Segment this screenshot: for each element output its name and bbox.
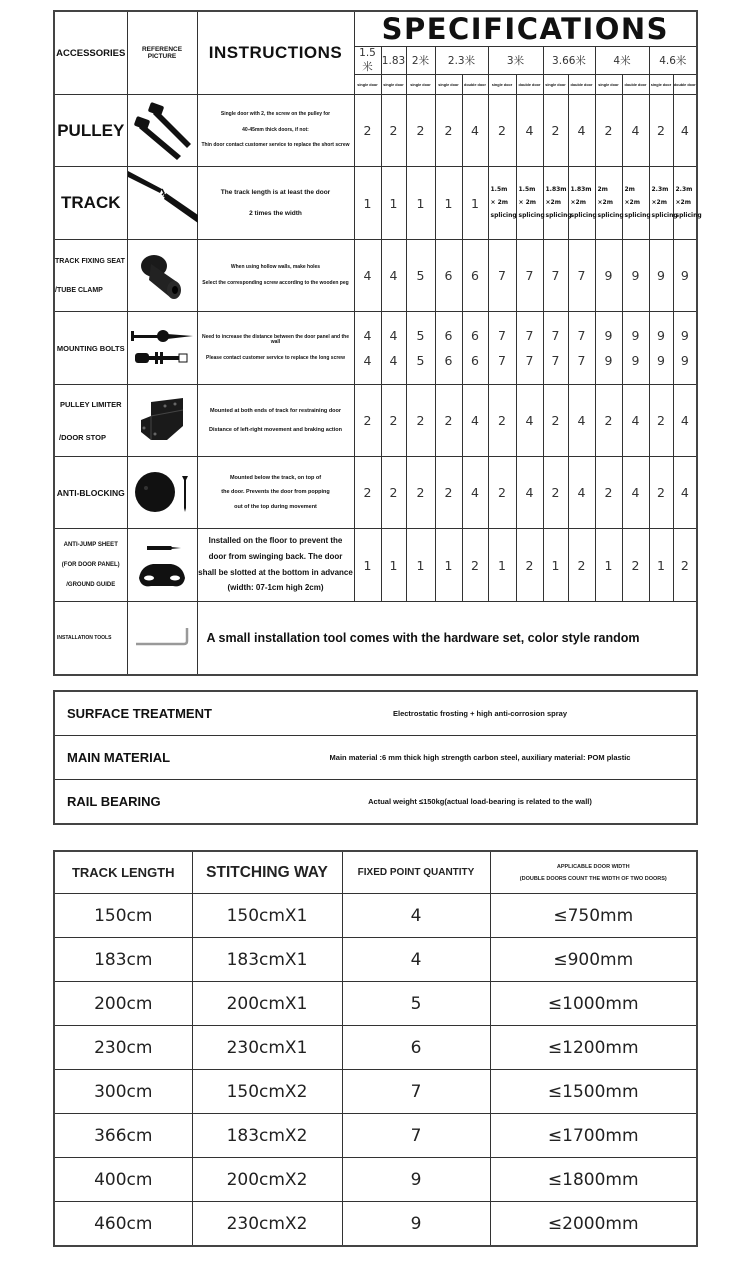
quantity-cell: 2 — [435, 95, 462, 167]
splice-line: ×2m — [651, 199, 667, 206]
quantity-cell: 2 — [595, 95, 622, 167]
stitching-way-cell: 200cmX2 — [192, 1158, 342, 1202]
quantity-cell: 4 — [622, 95, 649, 167]
quantity-cell — [516, 312, 543, 385]
quantity-cell — [462, 312, 488, 385]
quantity-cell — [622, 312, 649, 385]
quantity-cell — [406, 312, 435, 385]
quantity-cell — [649, 167, 678, 240]
spec-row-track-fixing-seat — [54, 240, 697, 312]
stitching-way-cell: 230cmX2 — [192, 1202, 342, 1247]
door-type-header: single door — [543, 75, 568, 95]
quantity-value: 9 — [680, 353, 689, 368]
fixed-point-quantity-cell: 4 — [342, 894, 490, 938]
quantity-cell: 1 — [435, 529, 462, 602]
property-row — [54, 736, 697, 780]
spec-row-track — [54, 167, 697, 240]
quantity-cell: 2 — [435, 385, 462, 457]
quantity-cell: 1 — [381, 167, 406, 240]
door-stop-icon — [137, 396, 187, 446]
instruction-line: 2 times the width — [249, 210, 302, 217]
instruction-line: Thin door contact customer service to replace the short screw — [201, 142, 350, 149]
property-value: Main material :6 mm thick high strength carbon steel, auxiliary material: POM plastic — [264, 736, 697, 780]
accessory-name-line: (FOR DOOR PANEL) — [61, 562, 120, 568]
quantity-cell: 4 — [462, 95, 488, 167]
door-type-header: double door — [516, 75, 543, 95]
instruction-line: Select the corresponding screw according to the wooden peg — [202, 279, 349, 286]
fixed-point-quantity-cell: 6 — [342, 1026, 490, 1070]
quantity-cell — [595, 312, 622, 385]
quantity-cell: 4 — [516, 385, 543, 457]
quantity-cell — [488, 167, 516, 240]
quantity-cell: 1 — [488, 529, 516, 602]
track-length-header: 4米 — [595, 47, 649, 75]
splice-line: splicing — [490, 212, 517, 219]
table-row — [54, 982, 697, 1026]
accessory-name: INSTALLATION TOOLS — [54, 602, 127, 675]
quantity-cell — [516, 167, 543, 240]
property-label: SURFACE TREATMENT — [54, 691, 264, 736]
quantity-value: 7 — [551, 353, 560, 368]
reference-picture — [127, 602, 197, 675]
property-row — [54, 780, 697, 825]
material-properties-table — [53, 690, 698, 825]
instruction-line: the door. Prevents the door from popping — [221, 489, 330, 496]
header-specifications: SPECIFICATIONS — [354, 11, 697, 47]
quantity-cell: 2 — [543, 457, 568, 529]
table-row — [54, 1202, 697, 1247]
splice-line: × 2m — [518, 199, 537, 206]
accessory-name-line: /GROUND GUIDE — [66, 582, 116, 588]
splice-line: 1.83m — [570, 186, 592, 193]
stitching-way-cell: 200cmX1 — [192, 982, 342, 1026]
quantity-cell: 2 — [649, 385, 673, 457]
quantity-value: 6 — [471, 353, 479, 368]
splice-line: × 2m — [490, 199, 509, 206]
instruction-line: (width: 07-1cm high 2cm) — [227, 583, 324, 593]
quantity-value: 9 — [604, 328, 613, 343]
quantity-cell: 7 — [516, 240, 543, 312]
property-value: Electrostatic frosting + high anti-corrosion spray — [264, 691, 697, 736]
spec-row-anti-blocking — [54, 457, 697, 529]
quantity-cell — [622, 167, 649, 240]
instruction-line: Installed on the floor to prevent the — [208, 535, 343, 545]
track-length-header: 1.83 — [381, 47, 406, 75]
splice-line: 1.5m — [518, 186, 536, 193]
quantity-cell — [435, 312, 462, 385]
door-type-header: single door — [354, 75, 381, 95]
splice-line: 2m — [597, 186, 608, 193]
quantity-value: 7 — [551, 328, 560, 343]
quantity-cell: 2 — [406, 95, 435, 167]
instruction-line: When using hollow walls, make holes — [230, 264, 321, 270]
quantity-cell — [354, 312, 381, 385]
quantity-cell: 9 — [595, 240, 622, 312]
quantity-cell: 4 — [673, 95, 697, 167]
reference-picture — [127, 312, 197, 385]
instruction-line: door from swinging back. The door — [208, 551, 343, 561]
door-width-cell: ≤1700mm — [490, 1114, 697, 1158]
instructions-cell — [197, 95, 354, 167]
quantity-cell: 6 — [435, 240, 462, 312]
instruction-line: shall be slotted at the bottom in advance — [198, 567, 353, 577]
property-row — [54, 691, 697, 736]
header-instructions: INSTRUCTIONS — [197, 11, 354, 95]
instructions-cell — [197, 529, 354, 602]
quantity-cell: 9 — [649, 240, 673, 312]
quantity-cell: 2 — [462, 529, 488, 602]
quantity-value: 7 — [525, 353, 534, 368]
track-length-cell: 400cm — [54, 1158, 192, 1202]
floor-guide-icon — [137, 536, 187, 594]
reference-picture — [127, 385, 197, 457]
tube-clamp-icon — [137, 250, 187, 302]
door-type-header: single door — [595, 75, 622, 95]
quantity-cell: 4 — [673, 385, 697, 457]
track-length-table — [53, 850, 698, 1247]
splice-line: splicing — [624, 212, 651, 219]
quantity-cell: 4 — [568, 95, 595, 167]
header-line: (DOUBLE DOORS COUNT THE WIDTH OF TWO DOORS) — [519, 875, 667, 882]
header-reference-picture: REFERENCE PICTURE — [127, 11, 197, 95]
quantity-cell: 4 — [673, 457, 697, 529]
quantity-cell: 2 — [595, 385, 622, 457]
fixed-point-quantity-cell: 4 — [342, 938, 490, 982]
quantity-cell: 2 — [516, 529, 543, 602]
track-length-header: 3.66米 — [543, 47, 595, 75]
instructions-cell — [197, 312, 354, 385]
door-type-header: double door — [622, 75, 649, 95]
quantity-cell: 1 — [406, 529, 435, 602]
door-type-header: single door — [435, 75, 462, 95]
quantity-value: 4 — [363, 328, 372, 343]
track-length-header: 2.3米 — [435, 47, 488, 75]
accessory-name-line: ANTI-JUMP SHEET — [63, 542, 118, 548]
door-width-cell: ≤1000mm — [490, 982, 697, 1026]
header-line: APPLICABLE DOOR WIDTH — [556, 863, 630, 870]
property-value: Actual weight ≤150kg(actual load-bearing is related to the wall) — [264, 780, 697, 825]
header-stitching-way: STITCHING WAY — [192, 851, 342, 894]
splice-line: 1.83m — [545, 186, 567, 193]
table-row — [54, 1158, 697, 1202]
quantity-cell: 2 — [406, 457, 435, 529]
splice-line: splicing — [597, 212, 624, 219]
quantity-value: 5 — [416, 328, 425, 343]
track-length-cell: 366cm — [54, 1114, 192, 1158]
instructions-cell — [197, 167, 354, 240]
header-track-length: TRACK LENGTH — [54, 851, 192, 894]
quantity-value: 7 — [525, 328, 534, 343]
track-length-cell: 230cm — [54, 1026, 192, 1070]
quantity-cell: 4 — [354, 240, 381, 312]
quantity-cell: 2 — [488, 385, 516, 457]
quantity-cell — [568, 167, 595, 240]
door-type-header: single door — [381, 75, 406, 95]
stitching-way-cell: 230cmX1 — [192, 1026, 342, 1070]
instruction-line: Mounted below the track, on top of — [229, 475, 322, 482]
quantity-cell: 2 — [381, 95, 406, 167]
reference-picture — [127, 167, 197, 240]
quantity-cell: 2 — [381, 385, 406, 457]
anti-blocking-icon — [131, 468, 193, 518]
quantity-cell: 2 — [622, 529, 649, 602]
track-length-cell: 300cm — [54, 1070, 192, 1114]
door-type-header: single door — [488, 75, 516, 95]
quantity-cell — [543, 167, 572, 240]
splice-line: splicing — [545, 212, 572, 219]
accessory-name-line: TRACK FIXING SEAT — [55, 257, 125, 265]
instructions-cell — [197, 240, 354, 312]
instruction-line: Need to increase the distance between the door panel and the wall — [202, 333, 349, 346]
quantity-value: 9 — [631, 353, 640, 368]
quantity-cell: 2 — [354, 457, 381, 529]
quantity-cell — [381, 312, 406, 385]
instruction-line: The track length is at least the door — [220, 188, 331, 196]
quantity-cell: 2 — [381, 457, 406, 529]
quantity-cell: 2 — [649, 95, 673, 167]
quantity-cell: 2 — [543, 385, 568, 457]
table-row — [54, 1114, 697, 1158]
track-icon — [128, 167, 198, 239]
quantity-cell: 7 — [543, 240, 568, 312]
accessory-name: PULLEY — [54, 95, 127, 167]
quantity-value: 7 — [577, 353, 586, 368]
instruction-line: Single door with 2, the screw on the pulley for — [220, 111, 331, 118]
door-width-cell: ≤1800mm — [490, 1158, 697, 1202]
stitching-way-cell: 150cmX2 — [192, 1070, 342, 1114]
property-label: MAIN MATERIAL — [54, 736, 264, 780]
quantity-value: 7 — [498, 328, 506, 343]
spec-row-anti-jump-sheet — [54, 529, 697, 602]
quantity-cell: 1 — [406, 167, 435, 240]
spec-row-pulley-limiter — [54, 385, 697, 457]
quantity-cell: 2 — [354, 95, 381, 167]
accessory-name — [54, 529, 127, 602]
quantity-cell: 2 — [488, 457, 516, 529]
stitching-way-cell: 150cmX1 — [192, 894, 342, 938]
quantity-cell: 4 — [516, 95, 543, 167]
track-length-header: 2米 — [406, 47, 435, 75]
track-length-cell: 183cm — [54, 938, 192, 982]
quantity-cell: 1 — [435, 167, 462, 240]
door-type-header: double door — [568, 75, 595, 95]
spec-row-pulley — [54, 95, 697, 167]
quantity-cell — [673, 312, 697, 385]
accessory-name — [54, 240, 127, 312]
accessory-name — [54, 385, 127, 457]
quantity-value: 9 — [657, 353, 665, 368]
track-length-header: 4.6米 — [649, 47, 697, 75]
mounting-bolts-icon — [129, 323, 195, 373]
table-row — [54, 1070, 697, 1114]
splice-line: 2.3m — [675, 186, 693, 193]
specifications-table — [53, 10, 702, 676]
fixed-point-quantity-cell: 7 — [342, 1114, 490, 1158]
fixed-point-quantity-cell: 5 — [342, 982, 490, 1026]
quantity-cell: 1 — [543, 529, 568, 602]
door-type-header: double door — [462, 75, 488, 95]
splice-line: 1.5m — [490, 186, 508, 193]
door-width-cell: ≤2000mm — [490, 1202, 697, 1247]
fixed-point-quantity-cell: 9 — [342, 1158, 490, 1202]
splice-line: ×2m — [597, 199, 613, 206]
splice-line: splicing — [570, 212, 597, 219]
quantity-value: 9 — [631, 328, 640, 343]
track-length-header: 1.5米 — [354, 47, 381, 75]
splice-line: 2m — [624, 186, 635, 193]
track-length-cell: 460cm — [54, 1202, 192, 1247]
header-applicable-door-width — [490, 851, 697, 894]
instructions-cell — [197, 385, 354, 457]
accessory-name-line: PULLEY LIMITER — [59, 399, 122, 409]
reference-picture — [127, 240, 197, 312]
door-type-header: single door — [649, 75, 673, 95]
quantity-value: 4 — [389, 328, 398, 343]
quantity-cell — [649, 312, 673, 385]
track-length-cell: 150cm — [54, 894, 192, 938]
pulley-icon — [129, 102, 195, 160]
instructions-cell — [197, 457, 354, 529]
quantity-cell: 2 — [354, 385, 381, 457]
quantity-cell: 7 — [568, 240, 595, 312]
quantity-cell: 1 — [462, 167, 488, 240]
quantity-cell — [488, 312, 516, 385]
quantity-value: 7 — [498, 353, 506, 368]
quantity-cell: 9 — [673, 240, 697, 312]
fixed-point-quantity-cell: 9 — [342, 1202, 490, 1247]
quantity-cell — [673, 167, 702, 240]
quantity-cell: 5 — [406, 240, 435, 312]
quantity-value: 5 — [416, 353, 425, 368]
quantity-cell — [595, 167, 622, 240]
quantity-cell: 4 — [462, 385, 488, 457]
quantity-value: 6 — [471, 328, 479, 343]
splice-line: splicing — [518, 212, 545, 219]
quantity-value: 7 — [577, 328, 586, 343]
quantity-cell: 4 — [462, 457, 488, 529]
instruction-line: Distance of left-right movement and braking action — [209, 426, 342, 433]
stitching-way-cell: 183cmX1 — [192, 938, 342, 982]
quantity-value: 9 — [604, 353, 613, 368]
door-width-cell: ≤1200mm — [490, 1026, 697, 1070]
quantity-cell: 1 — [595, 529, 622, 602]
quantity-cell: 9 — [622, 240, 649, 312]
splice-line: ×2m — [675, 199, 691, 206]
quantity-cell: 1 — [354, 167, 381, 240]
instruction-line: Please contact customer service to replace the long screw — [206, 354, 345, 361]
property-label: RAIL BEARING — [54, 780, 264, 825]
fixed-point-quantity-cell: 7 — [342, 1070, 490, 1114]
quantity-cell: 6 — [462, 240, 488, 312]
table-row — [54, 938, 697, 982]
quantity-cell: 7 — [488, 240, 516, 312]
table-row — [54, 894, 697, 938]
quantity-cell: 2 — [568, 529, 595, 602]
instruction-line: Mounted at both ends of track for restraining door — [209, 408, 342, 415]
door-type-header: double door — [673, 75, 697, 95]
table-row — [54, 1026, 697, 1070]
spec-row-mounting-bolts — [54, 312, 697, 385]
reference-picture — [127, 95, 197, 167]
reference-picture — [127, 457, 197, 529]
quantity-value: 4 — [389, 353, 398, 368]
quantity-cell: 2 — [673, 529, 697, 602]
quantity-value: 6 — [444, 328, 453, 343]
spec-row-installation-tools — [54, 602, 697, 675]
door-width-cell: ≤750mm — [490, 894, 697, 938]
quantity-cell — [568, 312, 595, 385]
accessory-name: MOUNTING BOLTS — [54, 312, 127, 385]
door-width-cell: ≤1500mm — [490, 1070, 697, 1114]
quantity-cell: 1 — [649, 529, 673, 602]
accessory-name-line: /TUBE CLAMP — [55, 286, 103, 294]
instruction-line: out of the top during movement — [234, 503, 317, 510]
door-type-header: single door — [406, 75, 435, 95]
header-fixed-point-quantity: FIXED POINT QUANTITY — [342, 851, 490, 894]
splice-line: 2.3m — [651, 186, 669, 193]
quantity-cell: 4 — [381, 240, 406, 312]
quantity-value: 9 — [657, 328, 665, 343]
accessory-name: ANTI-BLOCKING — [54, 457, 127, 529]
quantity-cell — [543, 312, 568, 385]
track-length-cell: 200cm — [54, 982, 192, 1026]
quantity-cell: 2 — [488, 95, 516, 167]
reference-picture — [127, 529, 197, 602]
quantity-cell: 1 — [381, 529, 406, 602]
quantity-value: 4 — [363, 353, 372, 368]
accessory-name-line: /DOOR STOP — [59, 432, 106, 442]
track-length-header: 3米 — [488, 47, 543, 75]
instruction-line: 40-45mm thick doors, if not: — [242, 126, 309, 133]
instructions-cell: A small installation tool comes with the hardware set, color style random — [197, 602, 697, 675]
accessory-name: TRACK — [54, 167, 127, 240]
splice-line: ×2m — [624, 199, 640, 206]
stitching-way-cell: 183cmX2 — [192, 1114, 342, 1158]
quantity-cell: 2 — [595, 457, 622, 529]
allen-wrench-icon — [134, 626, 190, 650]
quantity-cell: 4 — [622, 457, 649, 529]
quantity-cell: 4 — [516, 457, 543, 529]
quantity-cell: 4 — [622, 385, 649, 457]
splice-line: splicing — [675, 212, 702, 219]
quantity-cell: 4 — [568, 385, 595, 457]
splice-line: splicing — [651, 212, 678, 219]
quantity-value: 6 — [444, 353, 453, 368]
quantity-cell: 2 — [649, 457, 673, 529]
length-table-header — [54, 851, 697, 894]
door-width-cell: ≤900mm — [490, 938, 697, 982]
quantity-cell: 2 — [406, 385, 435, 457]
header-accessories: ACCESSORIES — [54, 11, 127, 95]
quantity-cell: 1 — [354, 529, 381, 602]
quantity-cell: 2 — [435, 457, 462, 529]
splice-line: ×2m — [570, 199, 586, 206]
quantity-cell: 4 — [568, 457, 595, 529]
quantity-cell: 2 — [543, 95, 568, 167]
splice-line: ×2m — [545, 199, 561, 206]
quantity-value: 9 — [680, 328, 689, 343]
